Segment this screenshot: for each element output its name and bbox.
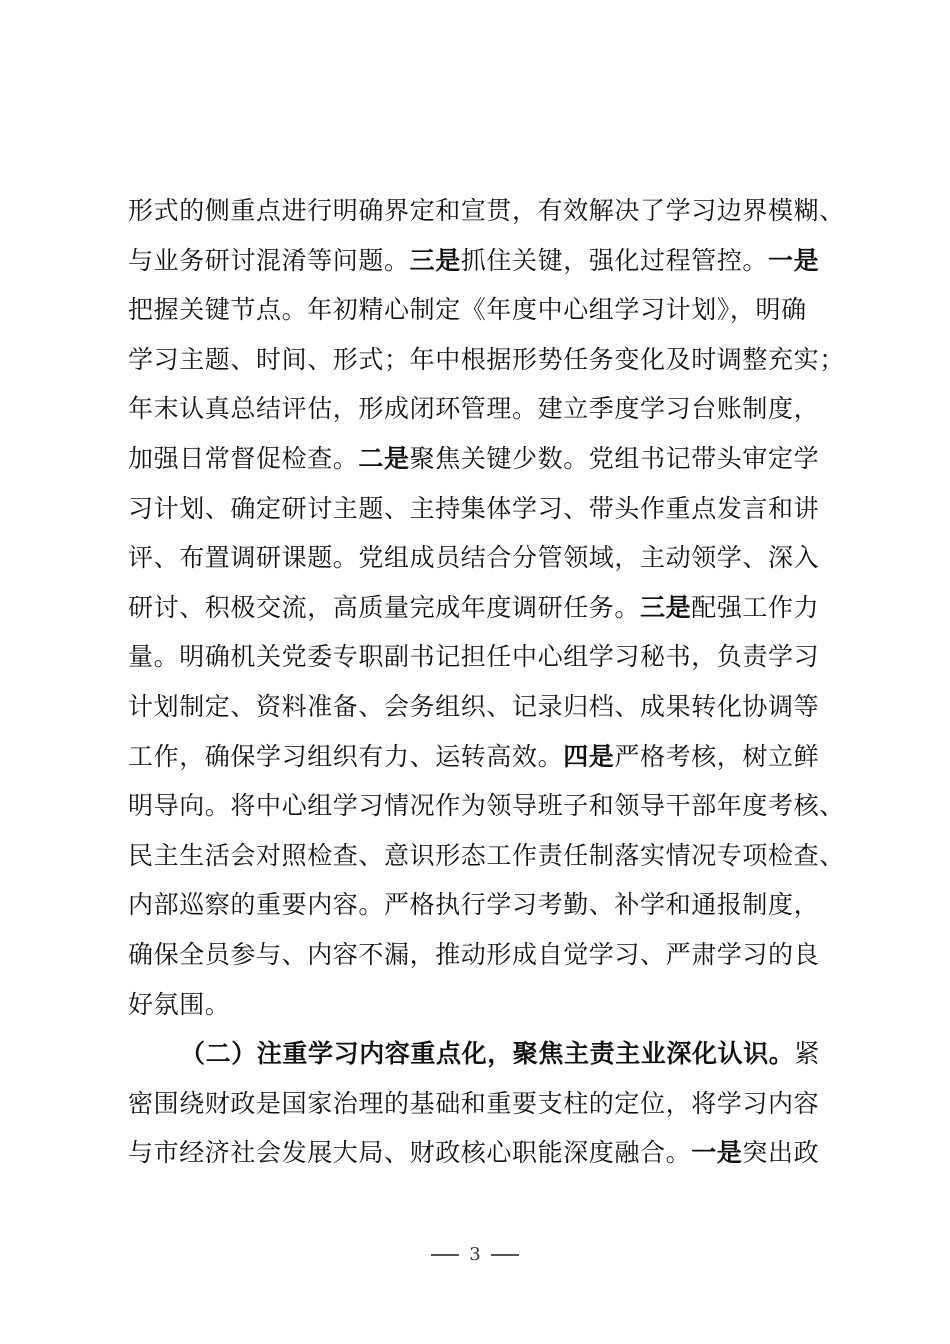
text-segment: 学习主题、时间、形式；年中根据形势任务变化及时调整充实； (128, 344, 845, 374)
text-segment: 习计划、确定研讨主题、主持集体学习、带头作重点发言和讲 (128, 493, 820, 523)
text-segment: 内部巡察的重要内容。严格执行学习考勤、补学和通报制度， (128, 890, 820, 920)
text-segment: 紧 (794, 1039, 821, 1069)
page-number: 3 (469, 1244, 481, 1265)
text-line (128, 335, 848, 385)
text-segment: 工作，确保学习组织有力、运转高效。 (128, 741, 564, 771)
text-line (128, 434, 848, 484)
text-line (128, 980, 848, 1030)
text-segment: 与业务研讨混淆等问题。 (128, 245, 410, 275)
text-segment: 密围绕财政是国家治理的基础和重要支柱的定位，将学习内容 (128, 1088, 820, 1118)
text-line (128, 930, 848, 980)
text-segment: 确保全员参与、内容不漏，推动形成自觉学习、严肃学习的良 (128, 939, 820, 969)
text-line (128, 285, 848, 335)
text-line (128, 682, 848, 732)
text-line (128, 781, 848, 831)
text-segment: 研讨、积极交流，高质量完成年度调研任务。 (128, 592, 641, 622)
text-segment: 聚焦关键少数。党组书记带头审定学 (409, 443, 820, 473)
text-segment: 配强工作力 (691, 592, 820, 622)
text-line (128, 583, 848, 633)
text-segment: 计划制定、资料准备、会务组织、记录归档、成果转化协调等 (128, 691, 820, 721)
bold-text-segment: 二是 (358, 443, 410, 473)
bold-text-segment: （二）注重学习内容重点化，聚焦主责主业深化认识。 (180, 1039, 795, 1069)
text-line (128, 484, 848, 534)
text-segment: 好氛围。 (128, 989, 231, 1019)
page-footer (0, 1244, 950, 1265)
bold-text-segment: 三是 (640, 592, 692, 622)
text-line (128, 732, 848, 782)
text-segment: 突出政 (742, 1138, 820, 1168)
text-segment: 严格考核，树立鲜 (614, 741, 820, 771)
text-line (128, 1029, 848, 1079)
bold-text-segment: 一是 (691, 1138, 743, 1168)
text-line (128, 831, 848, 881)
text-segment: 抓住关键，强化过程管控。 (460, 245, 769, 275)
text-line (128, 533, 848, 583)
bold-text-segment: 一是 (768, 245, 820, 275)
footer-dash-left (431, 1254, 459, 1256)
body-text (128, 186, 848, 1178)
text-segment: 年末认真总结评估，形成闭环管理。建立季度学习台账制度， (128, 394, 820, 424)
bold-text-segment: 四是 (563, 741, 615, 771)
text-segment: 与市经济社会发展大局、财政核心职能深度融合。 (128, 1138, 692, 1168)
text-line (128, 186, 848, 236)
text-segment: 评、布置调研课题。党组成员结合分管领域，主动领学、深入 (128, 543, 820, 573)
text-segment: 加强日常督促检查。 (128, 443, 359, 473)
text-line (128, 1128, 848, 1178)
text-line (128, 384, 848, 434)
text-segment: 把握关键节点。年初精心制定《年度中心组学习计划》，明确 (128, 295, 807, 325)
text-segment: 形式的侧重点进行明确界定和宣贯，有效解决了学习边界模糊、 (128, 196, 845, 225)
text-segment: 民主生活会对照检查、意识形态工作责任制落实情况专项检查、 (128, 840, 845, 870)
footer-dash-right (491, 1254, 519, 1256)
bold-text-segment: 三是 (409, 245, 461, 275)
text-segment: 量。明确机关党委专职副书记担任中心组学习秘书，负责学习 (128, 642, 820, 672)
text-line (128, 1079, 848, 1129)
text-segment: 明导向。将中心组学习情况作为领导班子和领导干部年度考核、 (128, 791, 845, 821)
text-line (128, 880, 848, 930)
text-line (128, 632, 848, 682)
text-line (128, 236, 848, 286)
